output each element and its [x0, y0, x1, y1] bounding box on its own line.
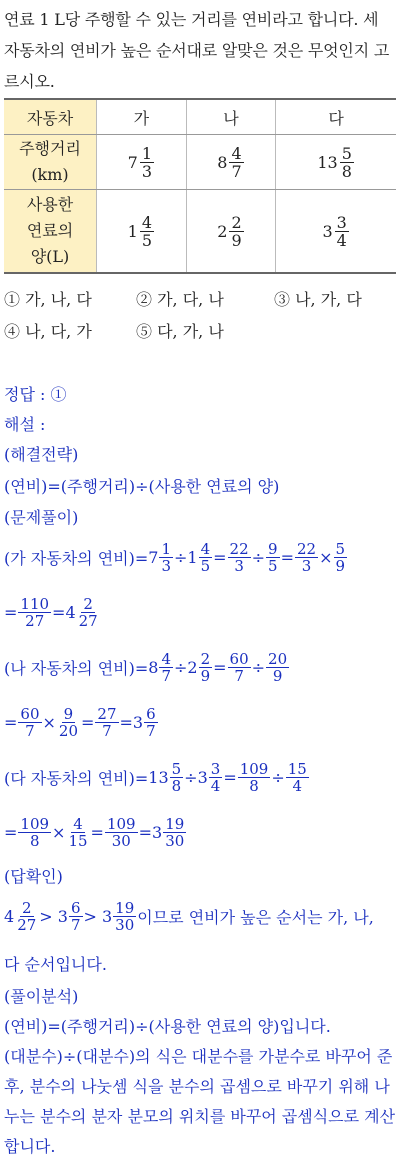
distance-ga: 7 $\frac{1}{3}$ [97, 135, 187, 190]
na-equation-2: = $\frac{60}{7}$ × $\frac{9}{20}$ = $\frac{27}{7}$ =3 $\frac{6}{7}$ [4, 704, 156, 740]
choice-3[interactable]: ③ 나, 가, 다 [274, 290, 362, 309]
choice-4[interactable]: ④ 나, 다, 가 [4, 322, 92, 341]
choice-1[interactable]: ① 가, 나, 다 [4, 290, 92, 309]
solve-title: (문제풀이) [4, 508, 79, 527]
explanation-label: 해설 : [4, 415, 46, 434]
check-text-2: 다 순서입니다. [4, 955, 107, 974]
table-row-distance [4, 135, 396, 190]
table-header-row [4, 99, 396, 135]
header-car-label: 자동차 [4, 99, 97, 135]
analysis-text-2: (대분수)÷(대분수)의 식은 대분수를 가분수로 바꾸어 준 후, 분수의 나눗셈 식을 분수의 곱셈으로 바꾸기 위해 나누는 분수의 분자 분모의 위치를 바꾸어 곱셈식으로 계산합니다. [4, 1047, 396, 1156]
question-text: 연료 1 L당 주행할 수 있는 거리를 연비라고 합니다. 세 자동차의 연비가 높은 순서대로 알맞은 것은 무엇인지 고르시오. [4, 10, 390, 91]
distance-na: 8 $\frac{4}{7}$ [186, 135, 276, 190]
choice-5[interactable]: ⑤ 다, 가, 나 [136, 322, 224, 341]
answer-line: 정답 : ① [4, 385, 67, 404]
choice-2[interactable]: ② 가, 다, 나 [136, 290, 224, 309]
fuel-label: 사용한 연료의 양(L) [4, 190, 97, 274]
car-ga: 가 [97, 99, 187, 135]
fuel-da: 3 $\frac{3}{4}$ [276, 190, 396, 274]
strategy-title: (해결전략) [4, 445, 79, 464]
ga-equation-1: (가 자동차의 연비)= 7 $\frac{1}{3}$ ÷1 $\frac{4}{5}$ = $\frac{22}{3}$ ÷ $\frac{9}{5}$ = $\frac{22}{3}$ × $\frac{5}{9}$ [4, 539, 346, 575]
da-equation-1: (다 자동차의 연비)= 13 $\frac{5}{8}$ ÷3 $\frac{3}{4}$ = $\frac{109}{8}$ ÷ $\frac{15}{4}$ [4, 759, 307, 795]
fuel-na: 2 $\frac{2}{9}$ [186, 190, 276, 274]
da-equation-2: = $\frac{109}{8}$ × $\frac{4}{15}$ = $\frac{109}{30}$ =3 $\frac{19}{30}$ [4, 814, 185, 850]
distance-label: 주행거리 (km) [4, 135, 97, 190]
check-equation: 4 $\frac{2}{27}$ > 3 $\frac{6}{7}$ > 3 $\frac{19}{30}$ 이므로 연비가 높은 순서는 가, 나, [4, 898, 374, 934]
fuel-ga: 1 $\frac{4}{5}$ [97, 190, 187, 274]
data-table [4, 98, 396, 274]
table-row-fuel [4, 190, 396, 274]
strategy-text: (연비)=(주행거리)÷(사용한 연료의 양) [4, 477, 280, 496]
car-da: 다 [276, 99, 396, 135]
choice-list [4, 284, 362, 348]
ga-equation-2: = $\frac{110}{27}$ =4 $\frac{2}{27}$ [4, 594, 98, 630]
distance-da: 13 $\frac{5}{8}$ [276, 135, 396, 190]
analysis-title: (풀이분석) [4, 987, 79, 1006]
na-equation-1: (나 자동차의 연비)= 8 $\frac{4}{7}$ ÷2 $\frac{2}{9}$ = $\frac{60}{7}$ ÷ $\frac{20}{9}$ [4, 649, 288, 685]
check-title: (답확인) [4, 867, 63, 886]
car-na: 나 [186, 99, 276, 135]
analysis-text-1: (연비)=(주행거리)÷(사용한 연료의 양)입니다. [4, 1017, 331, 1036]
